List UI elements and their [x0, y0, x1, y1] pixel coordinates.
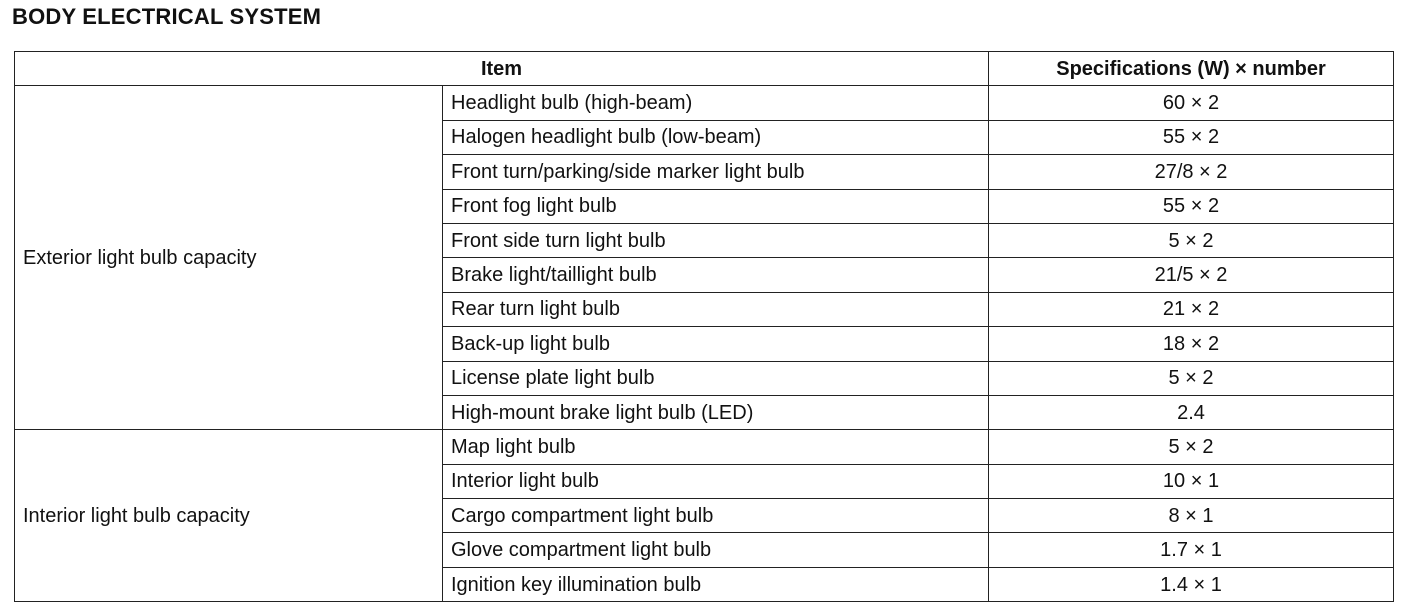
- spec-cell: 5 × 2: [989, 361, 1394, 395]
- spec-cell: 2.4: [989, 395, 1394, 429]
- item-cell: Front side turn light bulb: [443, 223, 989, 257]
- item-cell: Headlight bulb (high-beam): [443, 86, 989, 120]
- item-cell: Map light bulb: [443, 430, 989, 464]
- item-cell: Front turn/parking/side marker light bulb: [443, 155, 989, 189]
- spec-cell: 55 × 2: [989, 189, 1394, 223]
- table-body: [15, 86, 1394, 602]
- spec-cell: 5 × 2: [989, 430, 1394, 464]
- item-cell: Front fog light bulb: [443, 189, 989, 223]
- spec-cell: 18 × 2: [989, 327, 1394, 361]
- spec-cell: 60 × 2: [989, 86, 1394, 120]
- header-row: [15, 52, 1394, 86]
- spec-cell: 55 × 2: [989, 120, 1394, 154]
- bulb-spec-table: [14, 51, 1394, 602]
- item-cell: Glove compartment light bulb: [443, 533, 989, 567]
- header-spec: Specifications (W) × number: [989, 52, 1394, 86]
- item-cell: High-mount brake light bulb (LED): [443, 395, 989, 429]
- header-item: Item: [15, 52, 989, 86]
- spec-cell: 10 × 1: [989, 464, 1394, 498]
- item-cell: Interior light bulb: [443, 464, 989, 498]
- page-title: BODY ELECTRICAL SYSTEM: [12, 4, 322, 29]
- spec-cell: 1.4 × 1: [989, 567, 1394, 601]
- spec-cell: 1.7 × 1: [989, 533, 1394, 567]
- item-cell: License plate light bulb: [443, 361, 989, 395]
- item-cell: Back-up light bulb: [443, 327, 989, 361]
- spec-cell: 27/8 × 2: [989, 155, 1394, 189]
- spec-cell: 21 × 2: [989, 292, 1394, 326]
- group-label: Interior light bulb capacity: [15, 430, 443, 602]
- item-cell: Brake light/taillight bulb: [443, 258, 989, 292]
- item-cell: Cargo compartment light bulb: [443, 499, 989, 533]
- item-cell: Halogen headlight bulb (low-beam): [443, 120, 989, 154]
- spec-cell: 21/5 × 2: [989, 258, 1394, 292]
- spec-cell: 8 × 1: [989, 499, 1394, 533]
- item-cell: Ignition key illumination bulb: [443, 567, 989, 601]
- group-label: Exterior light bulb capacity: [15, 86, 443, 430]
- table-row: [15, 430, 1394, 464]
- spec-cell: 5 × 2: [989, 223, 1394, 257]
- table-row: [15, 86, 1394, 120]
- item-cell: Rear turn light bulb: [443, 292, 989, 326]
